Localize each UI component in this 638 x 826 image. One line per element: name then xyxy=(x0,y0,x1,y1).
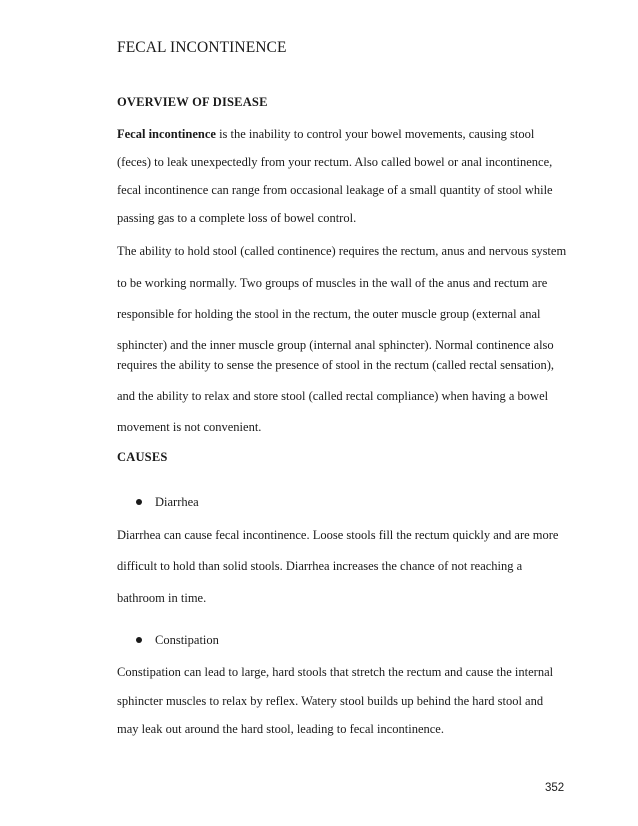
cause-label-constipation: Constipation xyxy=(155,633,219,647)
cause-label-diarrhea: Diarrhea xyxy=(155,495,199,509)
overview-paragraph-2-line-5: requires the ability to sense the presence of stool in the rectum (called rectal sensation), xyxy=(117,358,554,372)
overview-paragraph-1-text: is the inability to control your bowel movements, causing stool xyxy=(215,127,535,141)
overview-paragraph-1-line-2: (feces) to leak unexpectedly from your rectum. Also called bowel or anal incontinence, xyxy=(117,155,553,169)
constipation-line-1: Constipation can lead to large, hard stools that stretch the rectum and cause the internal xyxy=(117,665,554,679)
overview-paragraph-2-line-7: movement is not convenient. xyxy=(117,420,262,434)
cause-bullet-constipation xyxy=(136,634,219,647)
overview-paragraph-2-line-3: responsible for holding the stool in the rectum, the outer muscle group (external anal xyxy=(117,307,541,321)
overview-paragraph-2-line-1: The ability to hold stool (called continence) requires the rectum, anus and nervous system xyxy=(117,244,567,258)
constipation-line-3: may leak out around the hard stool, leading to fecal incontinence. xyxy=(117,722,444,736)
causes-heading: CAUSES xyxy=(117,450,168,464)
overview-paragraph-2-line-4: sphincter) and the inner muscle group (internal anal sphincter). Normal continence also xyxy=(117,338,554,352)
overview-paragraph-1-line-4: passing gas to a complete loss of bowel control. xyxy=(117,211,357,225)
diarrhea-line-1: Diarrhea can cause fecal incontinence. Loose stools fill the rectum quickly and are more xyxy=(117,528,559,542)
bullet-icon xyxy=(136,499,142,505)
page-number: 352 xyxy=(545,782,565,794)
diarrhea-line-3: bathroom in time. xyxy=(117,591,207,605)
fecal-incontinence-term: Fecal incontinence xyxy=(117,127,216,141)
overview-paragraph-2-line-6: and the ability to relax and store stool (called rectal compliance) when having a bowel xyxy=(117,389,549,403)
overview-paragraph-1-line-1 xyxy=(117,128,534,141)
overview-paragraph-2-line-2: to be working normally. Two groups of muscles in the wall of the anus and rectum are xyxy=(117,276,548,290)
diarrhea-line-2: difficult to hold than solid stools. Diarrhea increases the chance of not reaching a xyxy=(117,559,523,573)
cause-bullet-diarrhea xyxy=(136,496,199,509)
constipation-line-2: sphincter muscles to relax by reflex. Watery stool builds up behind the hard stool and xyxy=(117,694,544,708)
overview-paragraph-1-line-3: fecal incontinence can range from occasional leakage of a small quantity of stool while xyxy=(117,183,553,197)
overview-heading: OVERVIEW OF DISEASE xyxy=(117,95,268,109)
document-title: FECAL INCONTINENCE xyxy=(117,39,287,56)
bullet-icon xyxy=(136,637,142,643)
